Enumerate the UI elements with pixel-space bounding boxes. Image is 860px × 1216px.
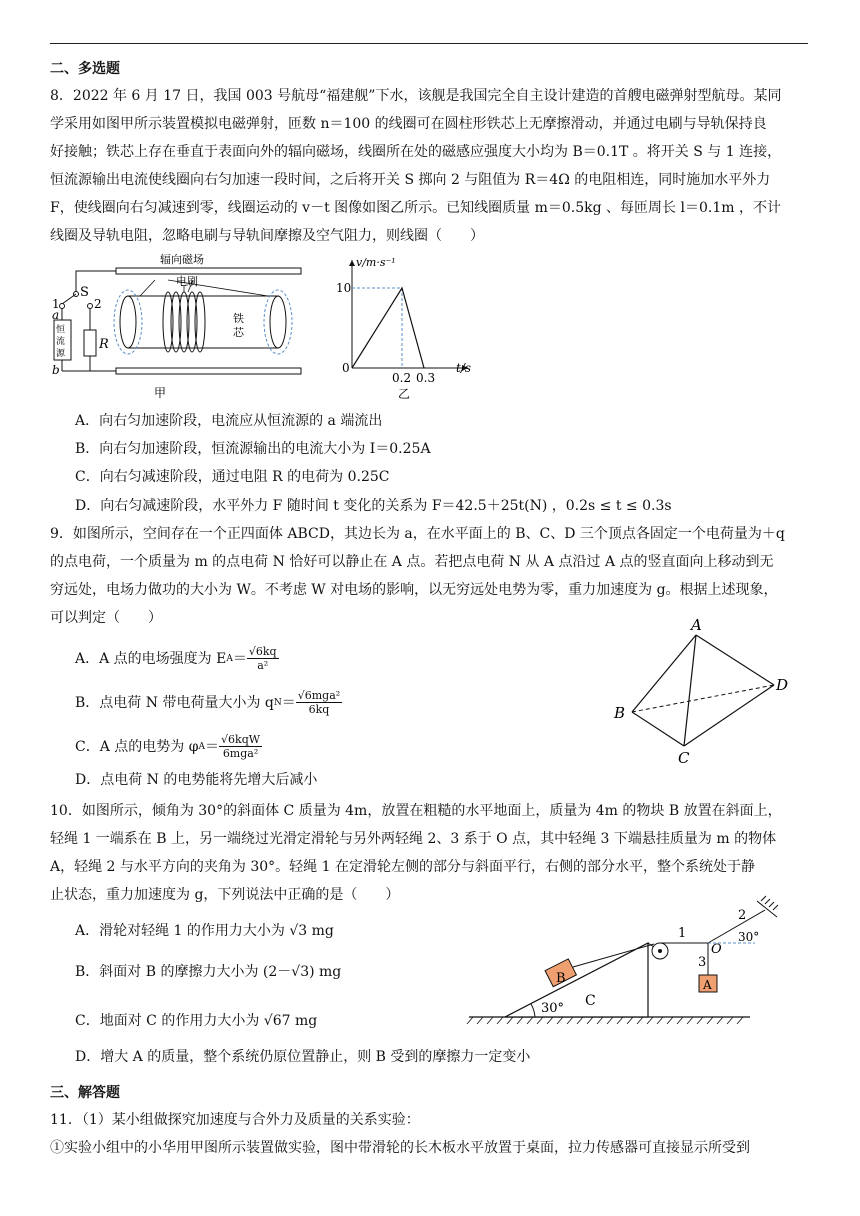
q8-line-2: 学采用如图甲所示装置模拟电磁弹射，匝数 n＝100 的线圈可在圆柱形铁芯上无摩擦滑动，并通过电刷与导轨保持良 [50, 116, 767, 132]
q11-line-2: ①实验小组中的小华用甲图所示装置做实验，图中带滑轮的长木板水平放置于桌面，拉力传感器可直接显示所受到 [50, 1140, 750, 1156]
figure-jia-caption: 甲 [154, 386, 167, 400]
q9-c-fraction [219, 733, 262, 760]
terminal-b-label: b [52, 363, 60, 377]
figure-yi-caption: 乙 [398, 387, 411, 401]
q8-line-4: 恒流源输出电流使线圈向右匀加速一段时间，之后将开关 S 掷向 2 与阻值为 R＝4Ω 的电阻相连，同时施加水平外力 [50, 172, 771, 188]
q10-line-4: 止状态，重力加速度为 g，下列说法中正确的是（ ） [50, 887, 400, 903]
q9-line-4: 可以判定（ ） [50, 610, 162, 626]
source-label-1: 恒 [56, 325, 66, 335]
q10-option-a[interactable]: A．滑轮对轻绳 1 的作用力大小为 √3 mg [75, 923, 334, 939]
q9-b-sub: N [273, 697, 282, 708]
q10-line-2: 轻绳 1 一端系在 B 上，另一端绕过光滑定滑轮与另外两轻绳 2、3 系于 O 点，其中轻绳 3 下端悬挂质量为 m 的物体 [50, 831, 777, 847]
vertex-d-label: D [776, 676, 789, 694]
q9-a-eq: ＝ [232, 650, 247, 667]
velocity-curve [352, 288, 424, 368]
section-heading-answers: 三、解答题 [50, 1085, 120, 1101]
q8-line-1: 8．2022 年 6 月 17 日，我国 003 号航母“福建舰”下水，该舰是我国完全自主设计建造的首艘电磁弹射型航母。某同 [50, 88, 782, 104]
terminal-a-label: a [52, 308, 60, 322]
q9-b-denominator: 6kq [308, 703, 330, 716]
origin-label: 0 [342, 361, 350, 375]
wedge-c-label: C [585, 993, 596, 1009]
q9-a-fraction [247, 645, 279, 672]
resistor-label: R [99, 337, 109, 352]
core-label-1: 铁 [233, 312, 244, 325]
radial-field-label: 辐向磁场 [160, 253, 204, 266]
knot-o-label: O [711, 942, 722, 957]
v-tick-10: 10 [336, 281, 352, 295]
q9-b-fraction [296, 689, 342, 716]
t-axis-label: t/s [456, 361, 472, 375]
q8-figure-yi-vt-graph [330, 252, 480, 402]
q9-c-eq: ＝ [205, 738, 220, 755]
q9-line-2: 的点电荷，一个质量为 m 的点电荷 N 恰好可以静止在 A 点。若把点电荷 N 从 A 点沿过 A 点的竖直面向上移动到无 [50, 554, 774, 570]
v-axis-label: v/m·s⁻¹ [356, 256, 396, 269]
q8-option-d[interactable]: D．向右匀减速阶段，水平外力 F 随时间 t 变化的关系为 F＝42.5＋25t(N) ，0.2s ≤ t ≤ 0.3s [75, 498, 672, 514]
rope-3-label: 3 [698, 955, 707, 970]
q10-line-1: 10．如图所示，倾角为 30°的斜面体 C 质量为 4m，放置在粗糙的水平地面上，质量为 4m 的物块 B 放置在斜面上， [50, 803, 782, 819]
q10-figure-incline [465, 893, 795, 1028]
q10-option-b[interactable]: B．斜面对 B 的摩擦力大小为 (2－√3) mg [75, 964, 342, 980]
q10-line-3: A，轻绳 2 与水平方向的夹角为 30°。轻绳 1 在定滑轮左侧的部分与斜面平行，右侧的部分水平，整个系统处于静 [50, 859, 755, 875]
q8-line-6: 线圈及导轨电阻，忽略电刷与导轨间摩擦及空气阻力，则线圈（ ） [50, 228, 484, 244]
vertex-c-label: C [678, 749, 690, 767]
q9-b-eq: ＝ [281, 694, 296, 711]
q9-c-text: C．A 点的电势为 φ [75, 738, 199, 755]
q9-option-b[interactable] [75, 689, 342, 716]
q9-b-numerator: √6mga² [297, 689, 341, 702]
source-label-3: 源 [56, 349, 66, 359]
t-tick-0.2: 0.2 [392, 371, 412, 385]
q9-option-d[interactable]: D．点电荷 N 的电势能将先增大后减小 [75, 772, 318, 788]
terminal-2-label: 2 [94, 297, 102, 311]
t-tick-0.3: 0.3 [416, 371, 436, 385]
q8-figure-jia [48, 252, 308, 402]
incline-angle-label: 30° [541, 1001, 565, 1016]
q9-a-numerator: √6kq [248, 645, 277, 658]
core-label-2: 芯 [233, 326, 244, 339]
switch-label: S [80, 285, 89, 300]
q11-line-1: 11．（1）某小组做探究加速度与合外力及质量的关系实验： [50, 1112, 420, 1128]
q8-line-5: F，使线圈向右匀减速到零，线圈运动的 v－t 图像如图乙所示。已知线圈质量 m＝0.5kg 、每匝周长 l＝0.1m ，不计 [50, 200, 781, 216]
q8-option-c[interactable]: C．向右匀减速阶段，通过电阻 R 的电荷为 0.25C [75, 469, 390, 485]
source-label-2: 流 [56, 337, 66, 347]
terminal-1-label: 1 [52, 297, 60, 311]
q9-option-c[interactable] [75, 733, 262, 760]
block-b-label: B [556, 971, 566, 986]
rope-1-label: 1 [678, 926, 687, 941]
q8-line-3: 好接触；铁芯上存在垂直于表面向外的辐向磁场，线圈所在处的磁感应强度大小均为 B＝0.1T 。将开关 S 与 1 连接， [50, 144, 782, 160]
q9-line-1: 9．如图所示，空间存在一个正四面体 ABCD，其边长为 a，在水平面上的 B、C、D 三个顶点各固定一个电荷量为＋q [50, 526, 785, 542]
q9-c-sub: A [198, 741, 206, 752]
q10-option-d[interactable]: D．增大 A 的质量，整个系统仍原位置静止，则 B 受到的摩擦力一定变小 [75, 1049, 531, 1065]
vertex-b-label: B [614, 704, 626, 722]
q8-option-b[interactable]: B．向右匀加速阶段，恒流源输出的电流大小为 I＝0.25A [75, 441, 431, 457]
rope-2-label: 2 [738, 908, 747, 923]
q9-b-text: B．点电荷 N 带电荷量大小为 q [75, 694, 274, 711]
q9-option-a[interactable] [75, 645, 279, 672]
q10-option-c[interactable]: C．地面对 C 的作用力大小为 √67 mg [75, 1013, 318, 1029]
section-heading-multiple-choice: 二、多选题 [50, 61, 120, 77]
q9-line-3: 穷远处，电场力做功的大小为 W。不考虑 W 对电场的影响，以无穷远处电势为零，重力加速度为 g。根据上述现象， [50, 582, 778, 598]
q8-option-a[interactable]: A．向右匀加速阶段，电流应从恒流源的 a 端流出 [75, 413, 383, 429]
q9-a-sub: A [226, 653, 233, 664]
q9-a-text: A．A 点的电场强度为 E [75, 650, 227, 667]
header-rule [50, 43, 808, 44]
block-a-label: A [703, 978, 712, 992]
vertex-a-label: A [691, 616, 702, 634]
q9-figure-tetrahedron [608, 615, 798, 770]
q9-a-denominator: a² [257, 659, 269, 672]
q9-c-denominator: 6mga² [222, 747, 259, 760]
q9-c-numerator: √6kqW [221, 733, 261, 746]
brush-label: 电刷 [176, 275, 198, 288]
rope-2-angle-label: 30° [738, 930, 760, 944]
